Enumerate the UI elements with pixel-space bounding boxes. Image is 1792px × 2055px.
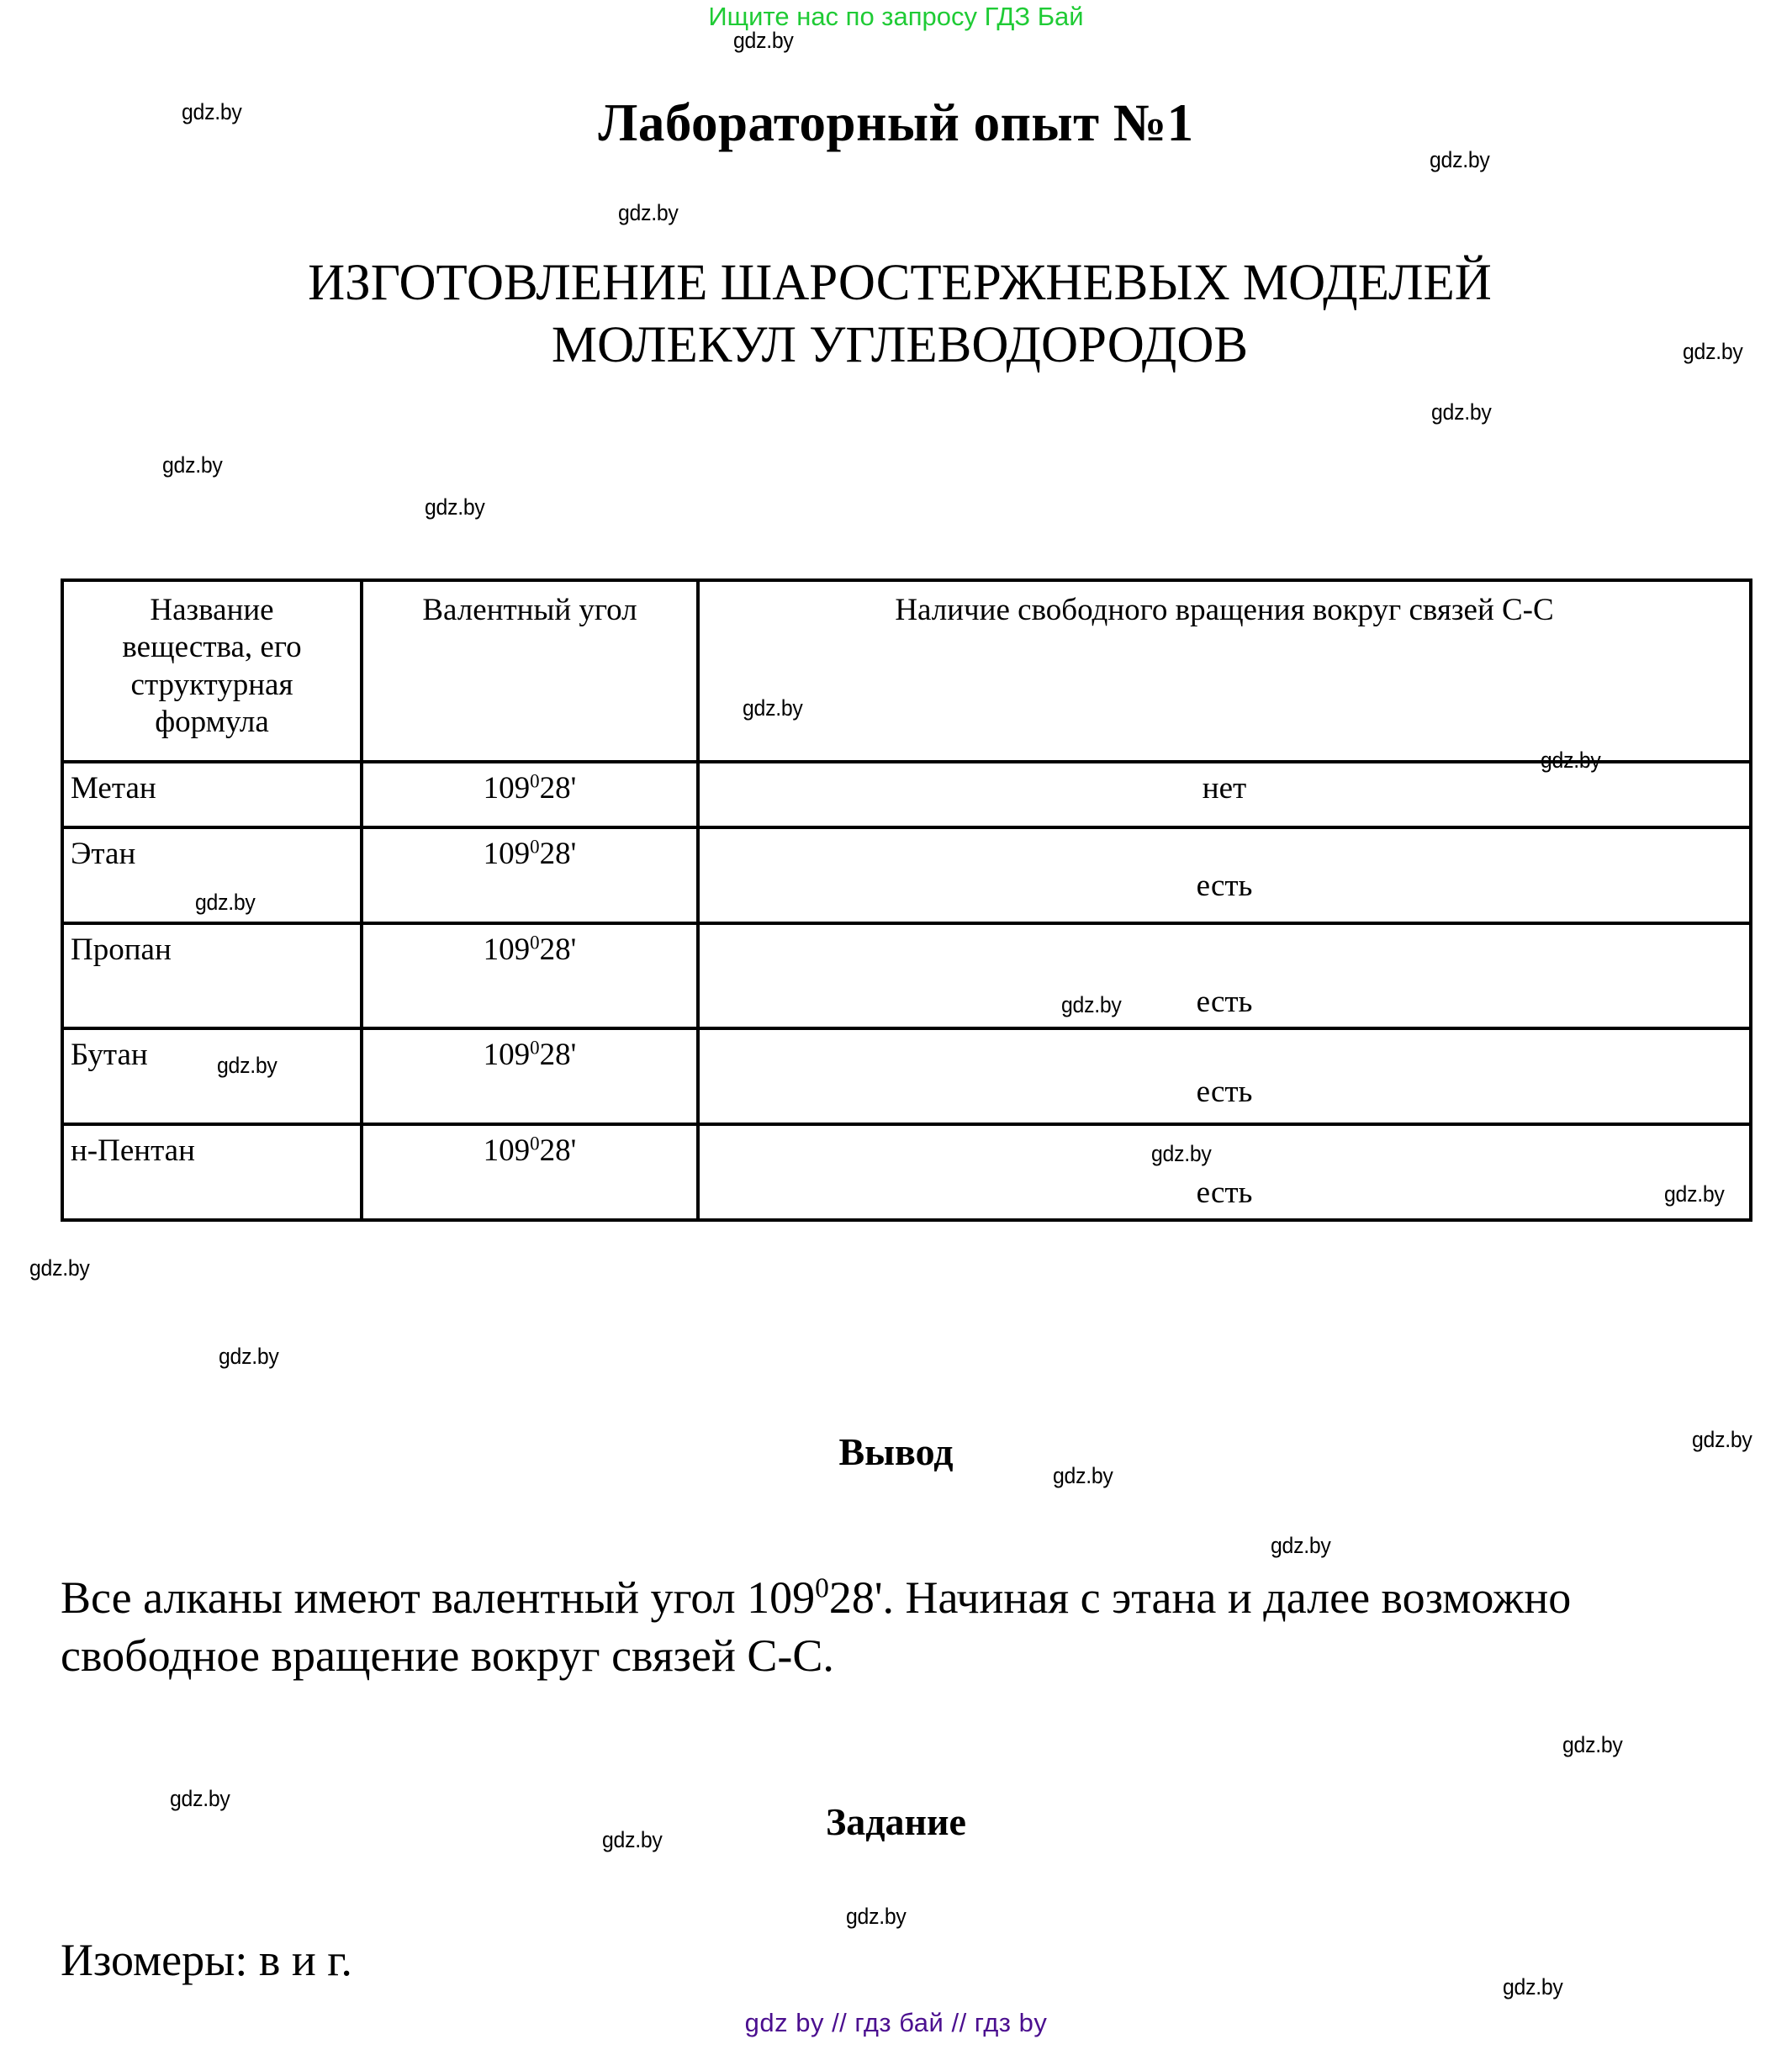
table-header-free-rotation: Наличие свободного вращения вокруг связей С-С bbox=[698, 580, 1751, 762]
cell-substance-name: Этан bbox=[62, 827, 362, 923]
watermark-gdz: gdz.by bbox=[1541, 748, 1601, 773]
table-row bbox=[62, 1028, 1751, 1124]
degree-symbol: 0 bbox=[530, 1132, 540, 1154]
watermark-gdz: gdz.by bbox=[217, 1053, 278, 1078]
cell-valence-angle bbox=[362, 762, 698, 827]
table-row bbox=[62, 762, 1751, 827]
watermark-gdz: gdz.by bbox=[182, 99, 242, 124]
conclusion-heading: Вывод bbox=[838, 1430, 954, 1473]
watermark-gdz: gdz.by bbox=[602, 1827, 663, 1852]
watermark-gdz: gdz.by bbox=[1430, 147, 1490, 172]
page-subtitle bbox=[59, 252, 1741, 378]
degree-symbol: 0 bbox=[530, 769, 540, 791]
table-header-substance-line-1: Название bbox=[150, 593, 274, 627]
watermark-gdz: gdz.by bbox=[1053, 1463, 1113, 1488]
conclusion-text-before: Все алканы имеют валентный угол 109 bbox=[61, 1572, 816, 1623]
angle-degrees: 109 bbox=[483, 770, 531, 806]
watermark-gdz: gdz.by bbox=[846, 1904, 907, 1929]
angle-minutes: 28' bbox=[539, 770, 577, 806]
watermark-gdz: gdz.by bbox=[195, 890, 256, 915]
degree-symbol: 0 bbox=[530, 931, 540, 953]
table-row bbox=[62, 827, 1751, 923]
table-header-substance-line-2: вещества, его bbox=[122, 630, 302, 665]
cell-valence-angle bbox=[362, 1028, 698, 1124]
page-title: Лабораторный опыт №1 bbox=[598, 93, 1194, 152]
watermark-gdz: gdz.by bbox=[1431, 399, 1492, 425]
cell-substance-name: Бутан bbox=[62, 1028, 362, 1124]
cell-free-rotation bbox=[698, 1028, 1751, 1124]
promo-banner: Ищите нас по запросу ГДЗ Бай bbox=[708, 2, 1084, 31]
watermark-gdz: gdz.by bbox=[162, 452, 223, 478]
watermark-gdz: gdz.by bbox=[219, 1344, 279, 1369]
watermark-gdz: gdz.by bbox=[1664, 1181, 1725, 1207]
angle-minutes: 28' bbox=[539, 1037, 577, 1072]
angle-degrees: 109 bbox=[483, 932, 531, 967]
angle-degrees: 109 bbox=[483, 1037, 531, 1072]
footer-branding: gdz by // гдз бай // гдз by bbox=[744, 2008, 1048, 2037]
cell-free-rotation bbox=[698, 827, 1751, 923]
cell-valence-angle bbox=[362, 827, 698, 923]
watermark-gdz: gdz.by bbox=[743, 695, 803, 721]
lab-table-container bbox=[61, 578, 1752, 1222]
task-answer: Изомеры: в и г. bbox=[61, 1935, 352, 1985]
cell-substance-name: н-Пентан bbox=[62, 1124, 362, 1220]
cell-substance-name: Пропан bbox=[62, 923, 362, 1028]
conclusion-text-after: 28'. Начиная с этана и далее возможно свободное вращение вокруг связей С-С. bbox=[61, 1572, 1572, 1682]
rotation-value: есть bbox=[1196, 1175, 1253, 1210]
cell-valence-angle bbox=[362, 923, 698, 1028]
rotation-value: есть bbox=[1196, 984, 1253, 1019]
lab-table bbox=[61, 578, 1752, 1222]
watermark-gdz: gdz.by bbox=[1061, 992, 1122, 1017]
table-row bbox=[62, 1124, 1751, 1220]
angle-degrees: 109 bbox=[483, 836, 531, 871]
watermark-gdz: gdz.by bbox=[1503, 1974, 1563, 2000]
watermark-gdz: gdz.by bbox=[29, 1255, 90, 1281]
rotation-value: есть bbox=[1196, 868, 1253, 903]
angle-minutes: 28' bbox=[539, 836, 577, 871]
rotation-value: есть bbox=[1196, 1074, 1253, 1109]
degree-symbol: 0 bbox=[530, 1036, 540, 1058]
watermark-gdz: gdz.by bbox=[1271, 1533, 1331, 1558]
watermark-gdz: gdz.by bbox=[425, 494, 485, 520]
watermark-gdz: gdz.by bbox=[1692, 1427, 1752, 1452]
cell-free-rotation bbox=[698, 1124, 1751, 1220]
cell-substance-name: Метан bbox=[62, 762, 362, 827]
watermark-gdz: gdz.by bbox=[170, 1786, 230, 1811]
table-header-valence-angle: Валентный угол bbox=[362, 580, 698, 762]
angle-minutes: 28' bbox=[539, 1133, 577, 1168]
degree-symbol: 0 bbox=[815, 1572, 829, 1604]
cell-free-rotation bbox=[698, 923, 1751, 1028]
table-row bbox=[62, 923, 1751, 1028]
table-header-row bbox=[62, 580, 1751, 762]
watermark-gdz: gdz.by bbox=[1562, 1732, 1623, 1757]
table-header-substance-line-4: формула bbox=[155, 705, 269, 740]
watermark-gdz: gdz.by bbox=[1683, 339, 1743, 364]
rotation-value: нет bbox=[1202, 770, 1247, 806]
table-header-substance-line-3: структурная bbox=[130, 667, 293, 702]
cell-valence-angle bbox=[362, 1124, 698, 1220]
page-subtitle-line-2: МОЛЕКУЛ УГЛЕВОДОРОДОВ bbox=[551, 317, 1249, 374]
angle-minutes: 28' bbox=[539, 932, 577, 967]
task-heading: Задание bbox=[826, 1800, 966, 1843]
watermark-gdz: gdz.by bbox=[733, 28, 794, 53]
watermark-gdz: gdz.by bbox=[1151, 1141, 1212, 1166]
degree-symbol: 0 bbox=[530, 835, 540, 857]
conclusion-text bbox=[61, 1569, 1751, 1685]
angle-degrees: 109 bbox=[483, 1133, 531, 1168]
watermark-gdz: gdz.by bbox=[618, 200, 679, 225]
table-header-substance bbox=[62, 580, 362, 762]
page-subtitle-line-1: ИЗГОТОВЛЕНИЕ ШАРОСТЕРЖНЕВЫХ МОДЕЛЕЙ bbox=[308, 255, 1492, 311]
